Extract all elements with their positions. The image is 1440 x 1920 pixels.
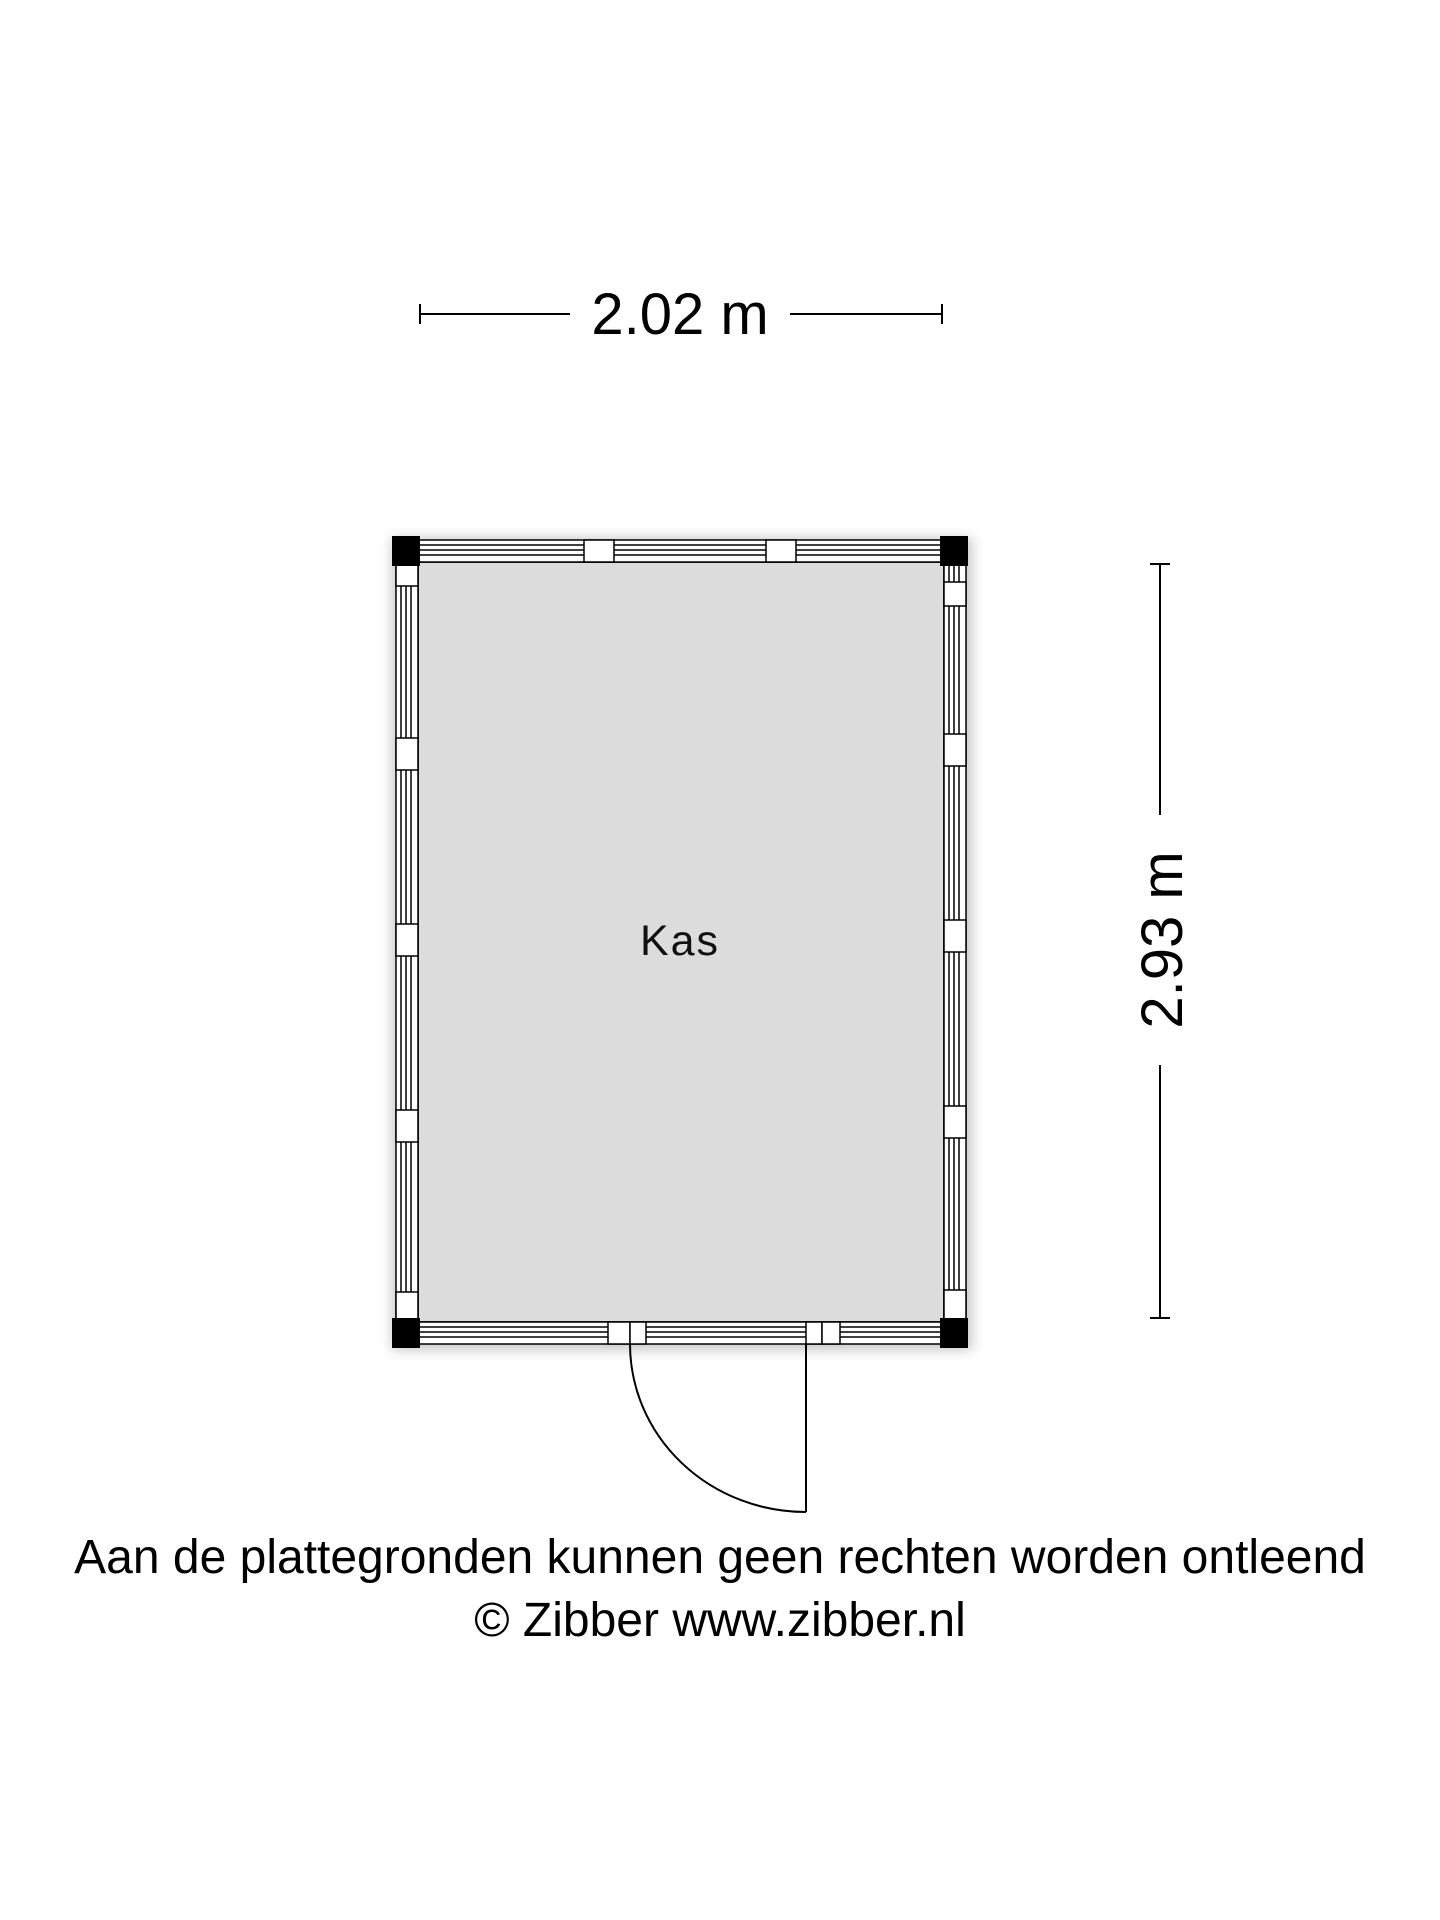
width-dimension [420,282,942,347]
width-label: 2.02 m [591,282,769,347]
copyright-text: © Zibber www.zibber.nl [474,1594,966,1647]
door [630,1344,806,1512]
corner-post-bottom-right [940,1318,968,1348]
corner-post-top-right [940,536,968,566]
right-wall [944,562,966,1322]
corner-post-bottom-left [392,1318,420,1348]
height-label: 2.93 m [1130,851,1195,1029]
top-wall [416,540,946,562]
door-swing-arc [630,1344,806,1512]
room-label: Kas [639,917,721,965]
bottom-wall [416,1322,946,1344]
disclaimer-text: Aan de plattegronden kunnen geen rechten worden ontleend [74,1531,1366,1584]
height-dimension [1130,564,1195,1318]
corner-post-top-left [392,536,420,566]
left-wall [396,562,418,1322]
